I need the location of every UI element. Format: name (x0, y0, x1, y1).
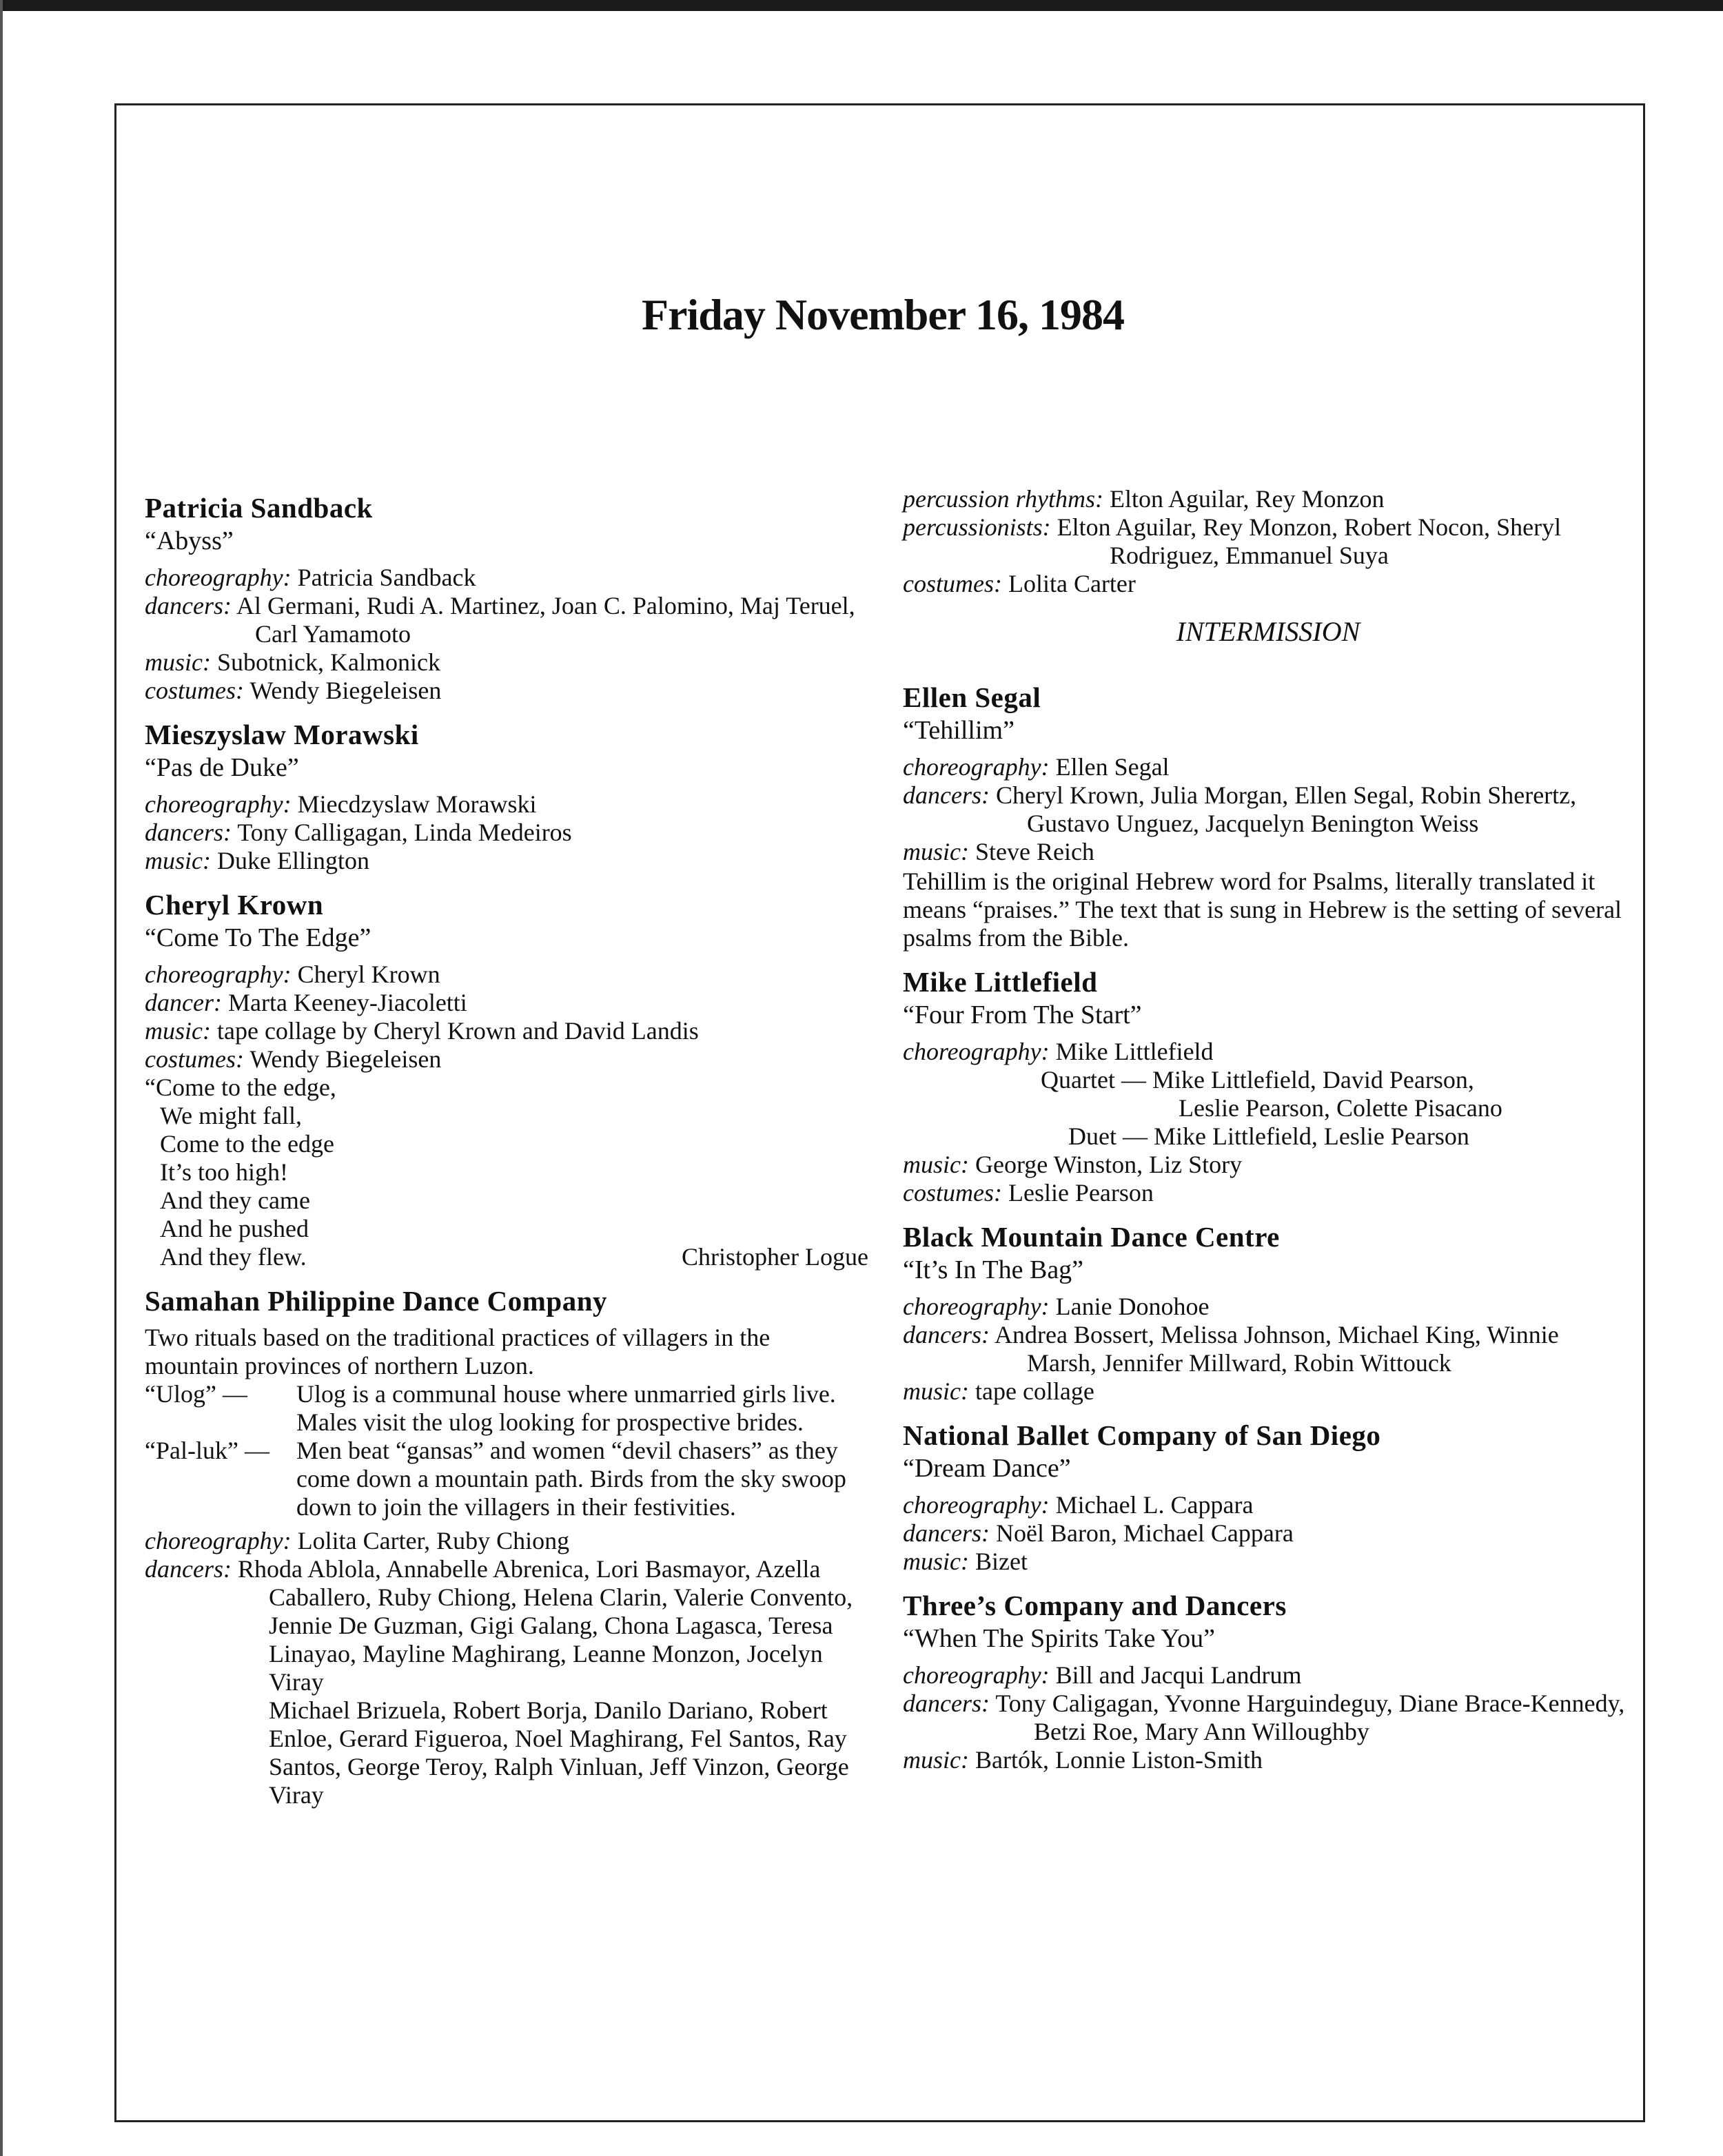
right-column (903, 485, 1633, 1787)
credit-value: Michael L. Cappara (1055, 1491, 1254, 1519)
credit-line (145, 677, 868, 705)
poem-last-line (145, 1243, 868, 1271)
credit-label: costumes: (903, 1179, 1002, 1207)
credit-label: music: (145, 648, 211, 676)
poem-line: It’s too high! (160, 1158, 288, 1186)
ritual-item (145, 1437, 868, 1521)
program-entry-segal (903, 680, 1633, 952)
company-name: Mieszyslaw Morawski (145, 719, 419, 750)
program-entry-samahan-continued (903, 485, 1633, 598)
page-title: Friday November 16, 1984 (641, 290, 1125, 339)
company-name: National Ballet Company of San Diego (903, 1419, 1381, 1451)
credit-line (903, 1377, 1633, 1406)
credit-label: dancers: (903, 1321, 990, 1348)
program-entry-black-mountain (903, 1220, 1633, 1406)
credit-line (903, 1293, 1633, 1321)
credit-line (903, 570, 1633, 598)
work-title: “It’s In The Bag” (903, 1255, 1084, 1284)
credit-value: tape collage (975, 1377, 1094, 1405)
credit-label: costumes: (903, 570, 1002, 597)
poem-line: And they flew. (160, 1243, 307, 1271)
work-title: “Four From The Start” (903, 1000, 1142, 1029)
credit-line (145, 989, 868, 1017)
credit-line (903, 1548, 1633, 1576)
credit-label: choreography: (145, 564, 292, 591)
credit-label: music: (903, 1548, 969, 1575)
credit-line (903, 1690, 1633, 1746)
credit-value: Cheryl Krown (297, 961, 440, 988)
credit-value: Bartók, Lonnie Liston-Smith (975, 1746, 1263, 1774)
credit-label: percussion rhythms: (903, 485, 1103, 513)
credit-label: choreography: (903, 1038, 1050, 1065)
poem-line: “Come to the edge, (145, 1074, 336, 1101)
credit-line (145, 961, 868, 989)
company-description: Two rituals based on the traditional practices of villagers in the mountain provinces of northern Luzon. (145, 1324, 771, 1379)
credit-label: dancers: (145, 1555, 232, 1583)
credit-label: choreography: (145, 1527, 292, 1554)
program-entry-threes-company (903, 1588, 1633, 1774)
credit-value: Al Germani, Rudi A. Martinez, Joan C. Palomino, Maj Teruel, Carl Yamamoto (236, 592, 855, 648)
credit-value: Subotnick, Kalmonick (216, 648, 440, 676)
credit-label: music: (145, 847, 211, 874)
company-name: Patricia Sandback (145, 492, 373, 524)
credit-line (903, 513, 1633, 570)
credit-value: Duke Ellington (216, 847, 369, 874)
company-name: Samahan Philippine Dance Company (145, 1285, 607, 1317)
credit-value: Bizet (975, 1548, 1028, 1575)
credit-line (145, 819, 868, 847)
credit-line (903, 485, 1633, 513)
credit-line (903, 1519, 1633, 1548)
credit-value: Wendy Biegeleisen (249, 1045, 442, 1073)
company-name: Three’s Company and Dancers (903, 1590, 1287, 1621)
company-name: Cheryl Krown (145, 889, 324, 921)
poem-line: And he pushed (160, 1215, 309, 1242)
poem-line: And they came (160, 1187, 310, 1214)
credit-line (903, 1746, 1633, 1774)
credit-label: choreography: (903, 1491, 1050, 1519)
credit-line (903, 1151, 1633, 1179)
credit-label: choreography: (903, 1661, 1050, 1689)
credit-value: Wendy Biegeleisen (249, 677, 442, 704)
credit-line (145, 1527, 868, 1555)
credit-label: music: (903, 1377, 969, 1405)
credit-value: Ellen Segal (1055, 753, 1170, 781)
ritual-name: “Ulog” — (145, 1380, 247, 1408)
ritual-description: Men beat “gansas” and women “devil chasers” as they come down a mountain path. Birds from the sky swoop down to join the villagers in their festivities. (296, 1437, 846, 1521)
credit-value: George Winston, Liz Story (975, 1151, 1243, 1178)
credit-line (145, 564, 868, 592)
work-title: “Pas de Duke” (145, 753, 299, 782)
credit-value: Bill and Jacqui Landrum (1055, 1661, 1302, 1689)
credit-value: tape collage by Cheryl Krown and David Landis (216, 1017, 699, 1045)
credit-line (145, 648, 868, 677)
work-title: “Dream Dance” (903, 1454, 1071, 1483)
credit-line (145, 790, 868, 819)
credit-value: Miecdzyslaw Morawski (297, 790, 537, 818)
credit-value: Steve Reich (975, 838, 1094, 865)
credit-value: Marta Keeney-Jiacoletti (227, 989, 467, 1016)
credit-value: Tony Caligagan, Yvonne Harguindeguy, Diane Brace-Kennedy, Betzi Roe, Mary Ann Willoughby (995, 1690, 1625, 1745)
credit-line (903, 1661, 1633, 1690)
credit-label: music: (903, 1151, 969, 1178)
credit-label: dancers: (145, 592, 232, 619)
ritual-name: “Pal-luk” — (145, 1437, 269, 1464)
program-entry-sandback (145, 491, 868, 705)
credit-label: dancers: (903, 1519, 990, 1547)
credit-value: Patricia Sandback (297, 564, 476, 591)
credit-value: Tony Calligagan, Linda Medeiros (237, 819, 572, 846)
credit-label: dancers: (903, 781, 990, 809)
credit-value: Cheryl Krown, Julia Morgan, Ellen Segal, Robin Sherertz, Gustavo Unguez, Jacquelyn Benington Weiss (995, 781, 1577, 837)
credit-value: Mike Littlefield (1055, 1038, 1214, 1065)
left-column (145, 491, 868, 1822)
credit-label: dancers: (903, 1690, 990, 1717)
credit-label: costumes: (145, 677, 244, 704)
credit-label: music: (145, 1017, 211, 1045)
cast-part-duet: Duet — Mike Littlefield, Leslie Pearson (1068, 1122, 1469, 1150)
program-entry-morawski (145, 717, 868, 875)
company-name: Black Mountain Dance Centre (903, 1221, 1280, 1253)
credit-label: costumes: (145, 1045, 244, 1073)
credit-label: choreography: (145, 961, 292, 988)
credit-value: Elton Aguilar, Rey Monzon, Robert Nocon, Sheryl Rodriguez, Emmanuel Suya (1057, 513, 1562, 569)
credit-value: Leslie Pearson (1008, 1179, 1154, 1207)
poem-line: Come to the edge (160, 1130, 334, 1158)
work-title: “Come To The Edge” (145, 923, 371, 952)
credit-line (903, 781, 1633, 838)
company-name: Ellen Segal (903, 681, 1041, 713)
intermission-heading: INTERMISSION (1176, 616, 1360, 647)
ritual-item (145, 1380, 868, 1437)
poem-author: Christopher Logue (682, 1243, 868, 1271)
credit-line (903, 753, 1633, 781)
credit-label: percussionists: (903, 513, 1051, 541)
cast-part-quartet: Quartet — Mike Littlefield, David Pearson, (1041, 1066, 1474, 1094)
credit-label: music: (903, 1746, 969, 1774)
program-entry-national-ballet (903, 1418, 1633, 1576)
credit-value: Lanie Donohoe (1055, 1293, 1210, 1320)
credit-line (145, 592, 868, 648)
credit-label: choreography: (145, 790, 292, 818)
credit-value: Noël Baron, Michael Cappara (995, 1519, 1294, 1547)
credit-line (903, 1491, 1633, 1519)
poem-line: We might fall, (160, 1102, 303, 1129)
credit-line (903, 838, 1633, 866)
credit-line (903, 1038, 1633, 1066)
company-name: Mike Littlefield (903, 966, 1098, 998)
credit-value: Michael Brizuela, Robert Borja, Danilo Dariano, Robert Enloe, Gerard Figueroa, Noel Maghirang, Fel Santos, Ray Santos, George Teroy, Ralph Vinluan, Jeff Vinzon, George Viray (269, 1696, 849, 1809)
credit-value: Lolita Carter, Ruby Chiong (297, 1527, 570, 1554)
program-entry-littlefield (903, 965, 1633, 1207)
program-entry-samahan (145, 1284, 868, 1809)
work-title: “When The Spirits Take You” (903, 1624, 1215, 1653)
credit-line (145, 1017, 868, 1045)
credit-line (145, 1045, 868, 1074)
credit-line (145, 1555, 868, 1696)
credit-label: dancer: (145, 989, 222, 1016)
credit-value: Lolita Carter (1008, 570, 1136, 597)
work-title: “Tehillim” (903, 716, 1015, 745)
credit-label: music: (903, 838, 969, 865)
program-entry-krown (145, 887, 868, 1271)
credit-line (145, 847, 868, 875)
credit-line (903, 1179, 1633, 1207)
credit-label: choreography: (903, 1293, 1050, 1320)
ritual-description: Ulog is a communal house where unmarried girls live. Males visit the ulog looking for prospective brides. (296, 1380, 836, 1436)
scan-edge-top (0, 0, 1723, 11)
credit-label: dancers: (145, 819, 232, 846)
credit-value: Rhoda Ablola, Annabelle Abrenica, Lori Basmayor, Azella Caballero, Ruby Chiong, Helena Clarin, Valerie Convento, Jennie De Guzman, Gigi Galang, Chona Lagasca, Teresa Linayao, Mayline Maghirang, Leanne Monzon, Jocelyn Viray (237, 1555, 853, 1696)
credit-value: Elton Aguilar, Rey Monzon (1110, 485, 1385, 513)
credit-value: Andrea Bossert, Melissa Johnson, Michael King, Winnie Marsh, Jennifer Millward, Robin Wittouck (994, 1321, 1559, 1377)
credit-line (903, 1321, 1633, 1377)
credit-label: choreography: (903, 753, 1050, 781)
work-title: “Abyss” (145, 526, 234, 555)
program-note: Tehillim is the original Hebrew word for Psalms, literally translated it means “praises.” The text that is sung in Hebrew is the setting of several psalms from the Bible. (903, 867, 1622, 952)
cast-part-quartet-continued: Leslie Pearson, Colette Pisacano (1179, 1094, 1502, 1122)
